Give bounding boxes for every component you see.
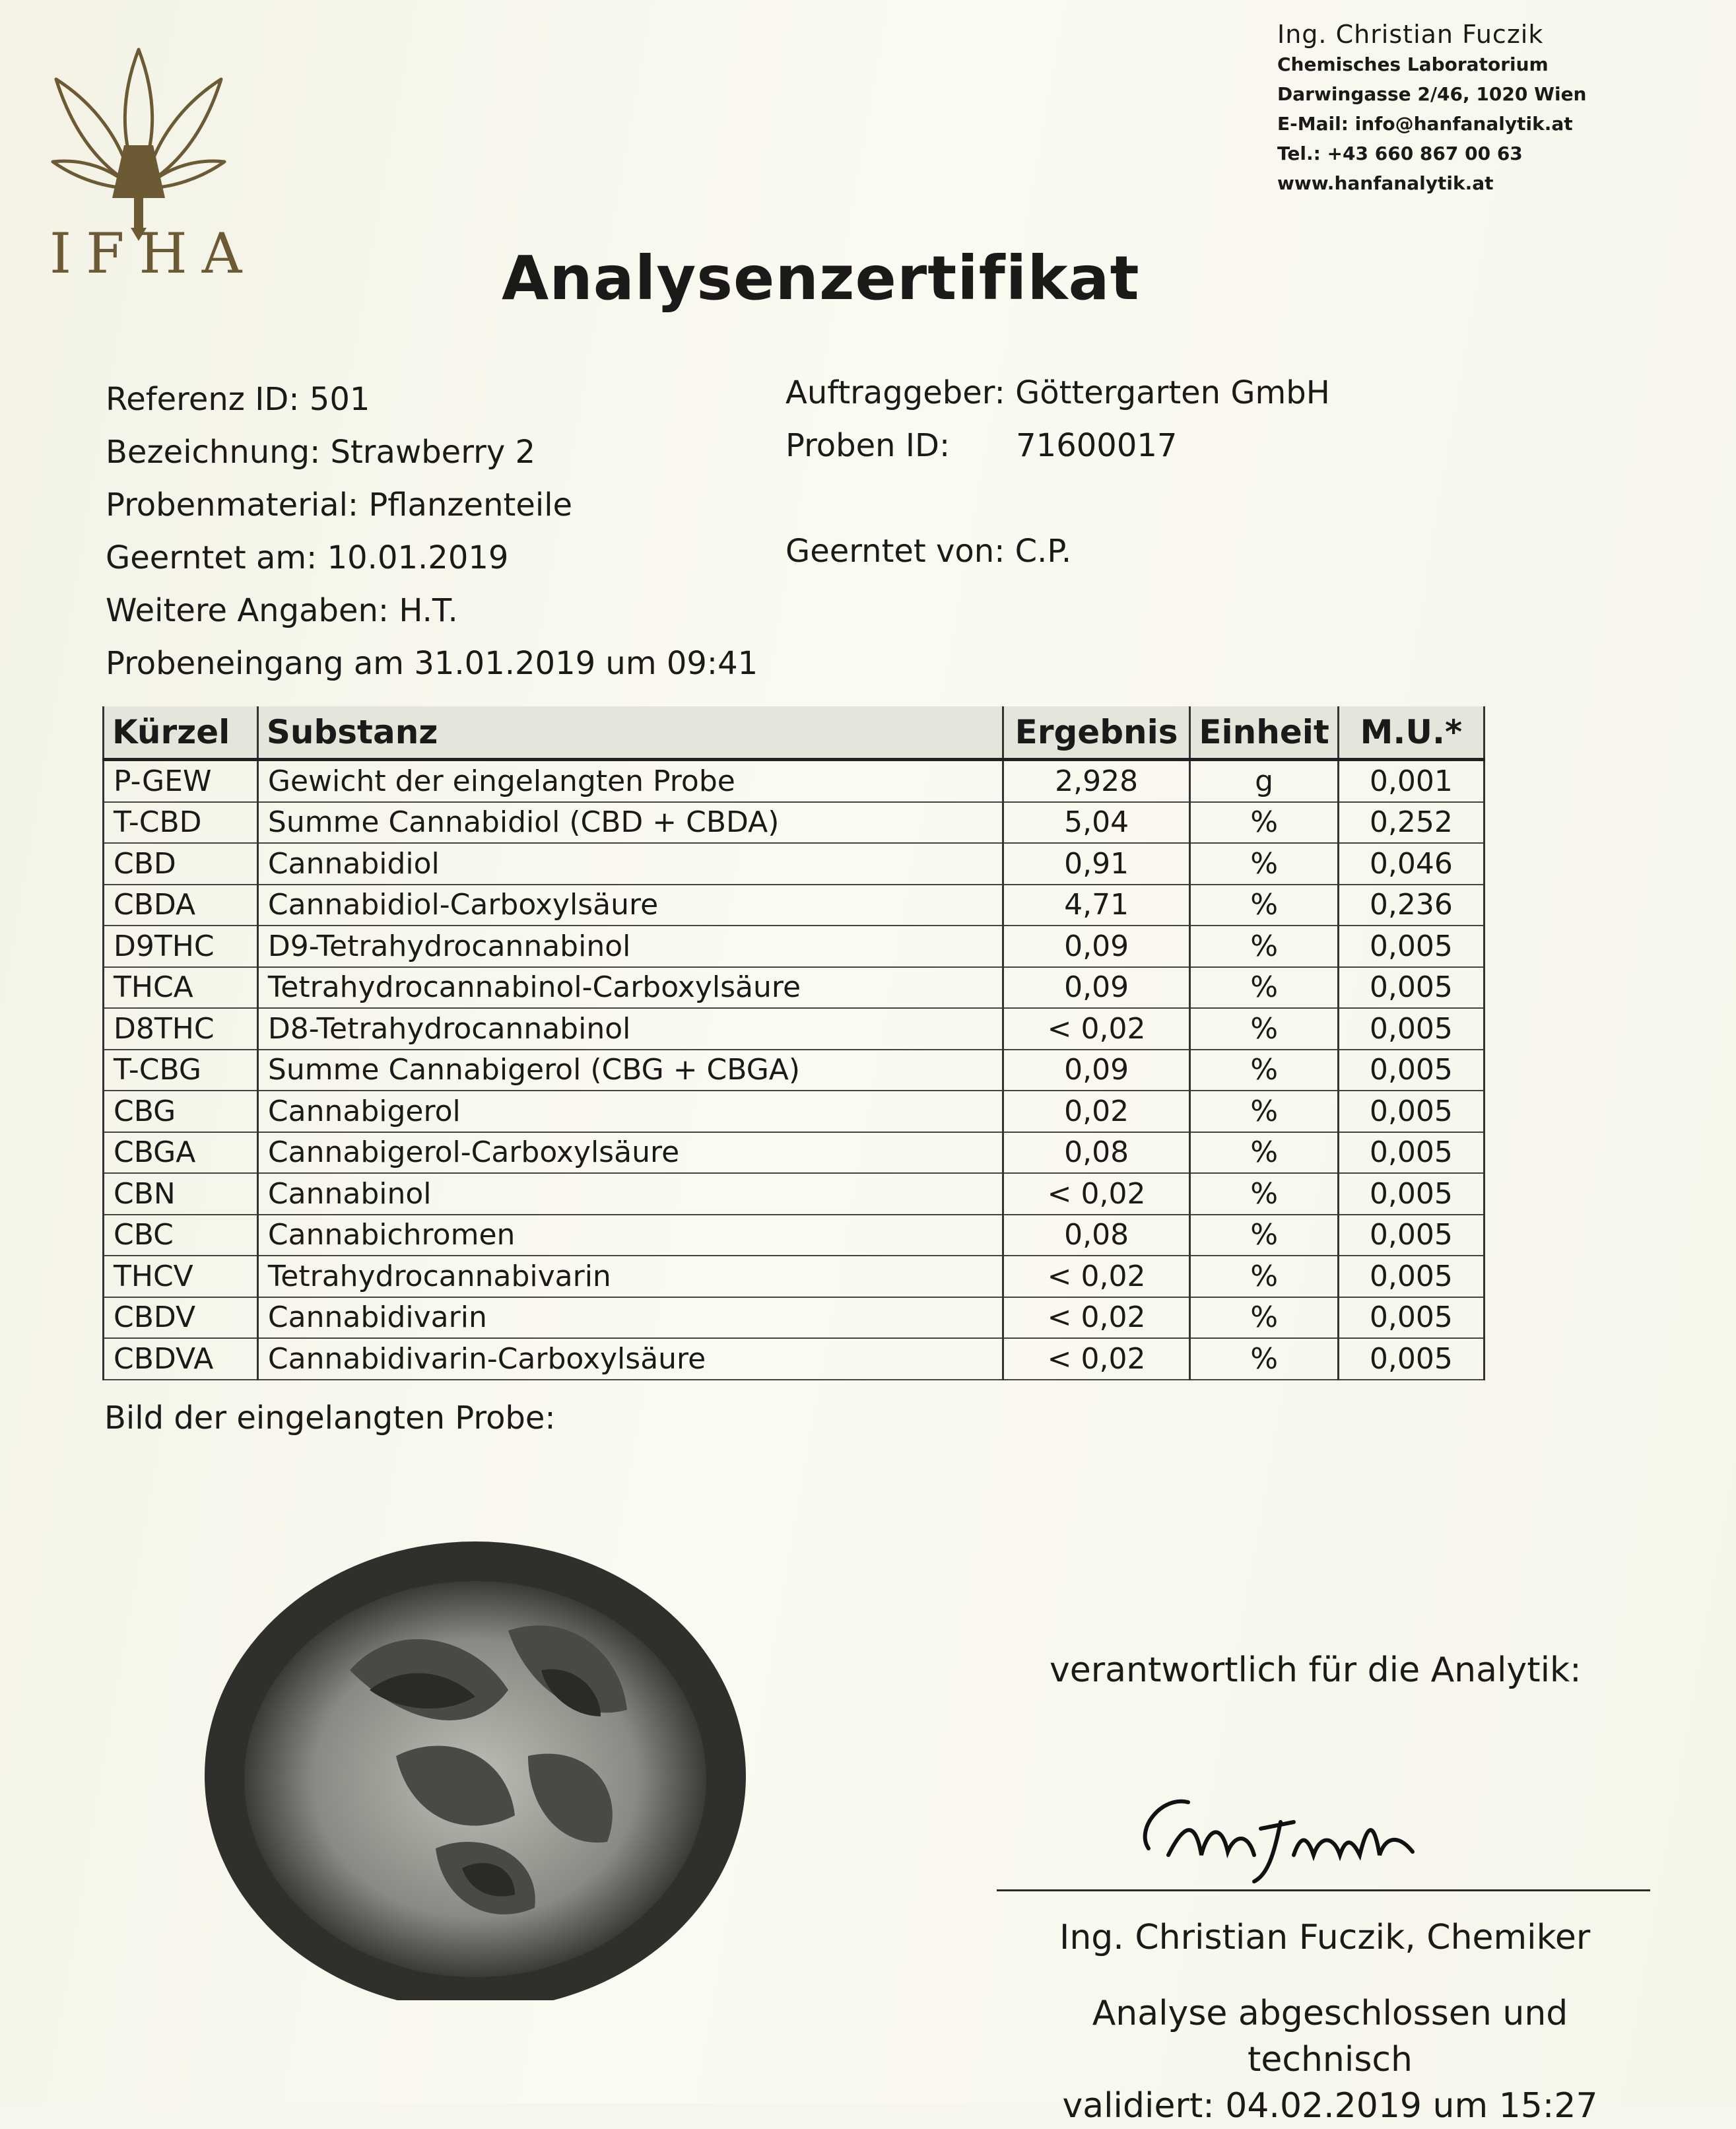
- lab-header: [1277, 20, 1647, 198]
- cell-uncertainty: 0,005: [1338, 1338, 1484, 1380]
- cell-substance: D8-Tetrahydrocannabinol: [257, 1008, 1003, 1050]
- cell-abbreviation: CBGA: [104, 1132, 258, 1174]
- cell-substance: Cannabigerol: [257, 1091, 1003, 1132]
- info-harvest-date: Geerntet am: 10.01.2019: [106, 539, 509, 576]
- cell-substance: Tetrahydrocannabinol-Carboxylsäure: [257, 967, 1003, 1009]
- cell-uncertainty: 0,005: [1338, 1050, 1484, 1091]
- cell-abbreviation: CBC: [104, 1215, 258, 1256]
- cell-unit: %: [1190, 1132, 1338, 1174]
- cell-unit: %: [1190, 1091, 1338, 1132]
- cell-result: < 0,02: [1003, 1256, 1190, 1297]
- cell-unit: %: [1190, 1297, 1338, 1339]
- cell-unit: g: [1190, 760, 1338, 802]
- cell-result: 0,09: [1003, 926, 1190, 967]
- table-row: [104, 1215, 1485, 1256]
- header-substance: Substanz: [257, 706, 1003, 760]
- cell-substance: Cannabigerol-Carboxylsäure: [257, 1132, 1003, 1174]
- header-result: Ergebnis: [1003, 706, 1190, 760]
- cell-result: 0,02: [1003, 1091, 1190, 1132]
- cell-abbreviation: CBD: [104, 843, 258, 885]
- header-unit: Einheit: [1190, 706, 1338, 760]
- cell-abbreviation: CBDA: [104, 885, 258, 926]
- table-row: [104, 1008, 1485, 1050]
- cell-substance: Cannabichromen: [257, 1215, 1003, 1256]
- cell-result: 0,08: [1003, 1215, 1190, 1256]
- table-row: [104, 926, 1485, 967]
- results-table: [102, 706, 1485, 1380]
- sample-id-label: Proben ID:: [785, 427, 951, 464]
- cell-substance: Cannabidivarin-Carboxylsäure: [257, 1338, 1003, 1380]
- lab-line: Darwingasse 2/46, 1020 Wien: [1277, 83, 1587, 105]
- info-client: Auftraggeber: Göttergarten GmbH: [785, 374, 1330, 411]
- lab-line: E-Mail: info@hanfanalytik.at: [1277, 113, 1573, 135]
- lab-name: Ing. Christian Fuczik: [1277, 20, 1544, 49]
- validation-line-1: Analyse abgeschlossen und technisch: [1092, 1994, 1568, 2079]
- cell-result: < 0,02: [1003, 1008, 1190, 1050]
- cell-abbreviation: D9THC: [104, 926, 258, 967]
- info-sample-id: [785, 419, 1330, 472]
- cell-result: 2,928: [1003, 760, 1190, 802]
- cell-result: < 0,02: [1003, 1173, 1190, 1215]
- table-row: [104, 1297, 1485, 1339]
- sample-image-caption: Bild der eingelangten Probe:: [104, 1400, 556, 1436]
- table-row: [104, 1338, 1485, 1380]
- cell-uncertainty: 0,005: [1338, 967, 1484, 1009]
- info-further: Weitere Angaben: H.T.: [106, 592, 458, 629]
- table-row: [104, 967, 1485, 1009]
- table-row: [104, 760, 1485, 802]
- info-designation: Bezeichnung: Strawberry 2: [106, 434, 536, 471]
- cell-result: 0,09: [1003, 1050, 1190, 1091]
- cell-uncertainty: 0,005: [1338, 1256, 1484, 1297]
- cell-result: 0,09: [1003, 967, 1190, 1009]
- cell-abbreviation: D8THC: [104, 1008, 258, 1050]
- cell-uncertainty: 0,005: [1338, 1297, 1484, 1339]
- lab-line: Tel.: +43 660 867 00 63: [1277, 143, 1523, 164]
- cell-uncertainty: 0,005: [1338, 1008, 1484, 1050]
- cell-abbreviation: T-CBD: [104, 802, 258, 844]
- cell-abbreviation: THCA: [104, 967, 258, 1009]
- cell-uncertainty: 0,001: [1338, 760, 1484, 802]
- cell-uncertainty: 0,046: [1338, 843, 1484, 885]
- header-abbreviation: Kürzel: [104, 706, 258, 760]
- info-reference: Referenz ID: 501: [106, 381, 370, 418]
- table-row: [104, 1132, 1485, 1174]
- table-row: [104, 843, 1485, 885]
- table-row: [104, 1091, 1485, 1132]
- header-uncertainty: M.U.*: [1338, 706, 1484, 760]
- cell-unit: %: [1190, 1338, 1338, 1380]
- document-title: Analysenzertifikat: [502, 243, 1140, 314]
- info-material: Probenmaterial: Pflanzenteile: [106, 487, 573, 524]
- cell-uncertainty: 0,236: [1338, 885, 1484, 926]
- cell-substance: Summe Cannabidiol (CBD + CBDA): [257, 802, 1003, 844]
- cell-substance: D9-Tetrahydrocannabinol: [257, 926, 1003, 967]
- table-row: [104, 885, 1485, 926]
- cell-unit: %: [1190, 1050, 1338, 1091]
- cell-unit: %: [1190, 885, 1338, 926]
- cell-abbreviation: T-CBG: [104, 1050, 258, 1091]
- table-header-row: [104, 706, 1485, 760]
- cell-substance: Summe Cannabigerol (CBG + CBGA): [257, 1050, 1003, 1091]
- cell-substance: Cannabidivarin: [257, 1297, 1003, 1339]
- cell-substance: Cannabidiol-Carboxylsäure: [257, 885, 1003, 926]
- lab-line: www.hanfanalytik.at: [1277, 172, 1494, 194]
- sample-info-left: [106, 373, 758, 690]
- signature: [1122, 1756, 1465, 1888]
- cell-result: 5,04: [1003, 802, 1190, 844]
- cell-abbreviation: CBG: [104, 1091, 258, 1132]
- cell-abbreviation: P-GEW: [104, 760, 258, 802]
- table-row: [104, 1050, 1485, 1091]
- cell-uncertainty: 0,005: [1338, 1132, 1484, 1174]
- cell-unit: %: [1190, 926, 1338, 967]
- cell-abbreviation: CBN: [104, 1173, 258, 1215]
- cell-abbreviation: THCV: [104, 1256, 258, 1297]
- validation-note: [1020, 1990, 1640, 2129]
- cell-result: 0,91: [1003, 843, 1190, 885]
- logo-wordmark: IFHA: [50, 221, 257, 286]
- validation-line-2: validiert: 04.02.2019 um 15:27: [1062, 2086, 1598, 2126]
- table-row: [104, 1256, 1485, 1297]
- signature-line: [997, 1889, 1650, 1891]
- sample-info-right: [785, 366, 1330, 578]
- cell-uncertainty: 0,005: [1338, 1091, 1484, 1132]
- cell-unit: %: [1190, 1008, 1338, 1050]
- sample-photo: [198, 1538, 805, 2000]
- cell-unit: %: [1190, 843, 1338, 885]
- responsible-label: verantwortlich für die Analytik:: [1050, 1650, 1582, 1690]
- cell-uncertainty: 0,252: [1338, 802, 1484, 844]
- cell-result: < 0,02: [1003, 1297, 1190, 1339]
- cell-substance: Tetrahydrocannabivarin: [257, 1256, 1003, 1297]
- table-row: [104, 802, 1485, 844]
- lab-line: Chemisches Laboratorium: [1277, 53, 1549, 75]
- cell-result: < 0,02: [1003, 1338, 1190, 1380]
- cell-unit: %: [1190, 1215, 1338, 1256]
- cell-substance: Cannabinol: [257, 1173, 1003, 1215]
- info-receipt: Probeneingang am 31.01.2019 um 09:41: [106, 645, 758, 682]
- cell-substance: Gewicht der eingelangten Probe: [257, 760, 1003, 802]
- cell-result: 0,08: [1003, 1132, 1190, 1174]
- cell-result: 4,71: [1003, 885, 1190, 926]
- cell-abbreviation: CBDV: [104, 1297, 258, 1339]
- sample-id-value: 71600017: [1016, 427, 1178, 464]
- table-row: [104, 1173, 1485, 1215]
- cell-uncertainty: 0,005: [1338, 1215, 1484, 1256]
- signer-name: Ing. Christian Fuczik, Chemiker: [1059, 1918, 1591, 1957]
- cell-unit: %: [1190, 967, 1338, 1009]
- cell-uncertainty: 0,005: [1338, 926, 1484, 967]
- cell-uncertainty: 0,005: [1338, 1173, 1484, 1215]
- cell-unit: %: [1190, 802, 1338, 844]
- cell-unit: %: [1190, 1173, 1338, 1215]
- cell-unit: %: [1190, 1256, 1338, 1297]
- info-harvested-by: Geerntet von: C.P.: [785, 533, 1072, 570]
- cell-abbreviation: CBDVA: [104, 1338, 258, 1380]
- cell-substance: Cannabidiol: [257, 843, 1003, 885]
